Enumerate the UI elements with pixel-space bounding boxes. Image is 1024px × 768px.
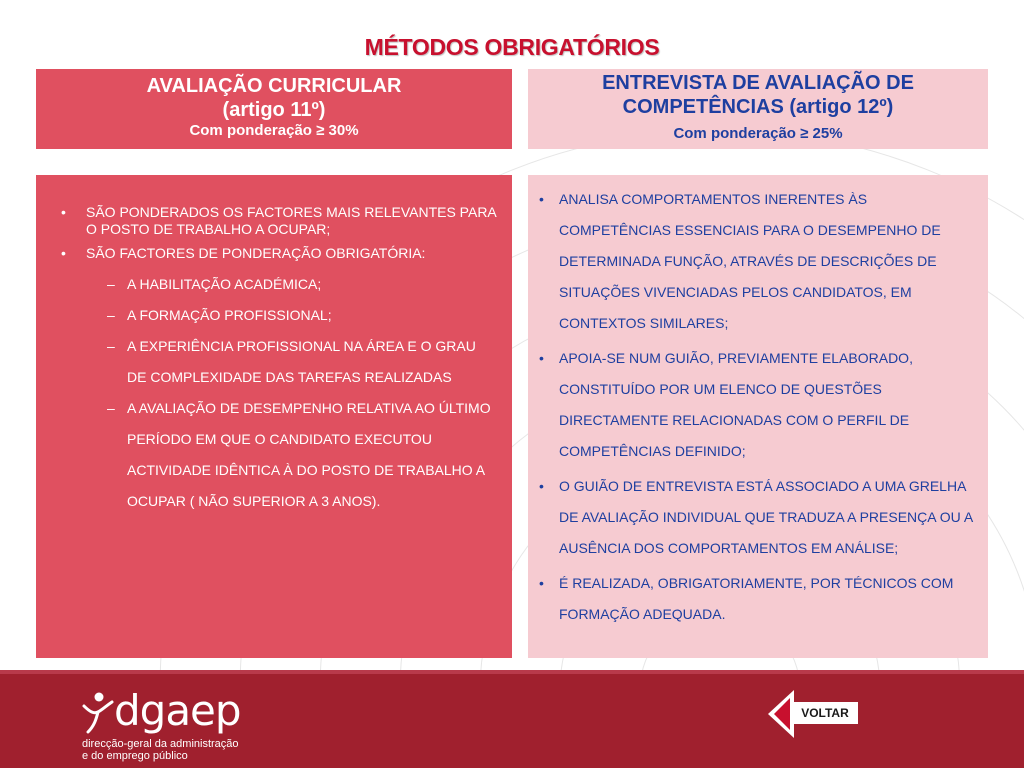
list-item: • SÃO FACTORES DE PONDERAÇÃO OBRIGATÓRIA: (58, 245, 498, 262)
logo-tagline-line2: e do emprego público (82, 750, 188, 762)
interview-weighting: Com ponderação ≥ 25% (673, 125, 843, 143)
interview-panel (528, 175, 988, 658)
interview-header-article: COMPETÊNCIAS (artigo 12º) (622, 95, 894, 118)
list-item: • SÃO PONDERADOS OS FACTORES MAIS RELEVANTES PARA O POSTO DE TRABALHO A OCUPAR; (58, 204, 498, 238)
list-item: • É REALIZADA, OBRIGATORIAMENTE, POR TÉCNICOS COM FORMAÇÃO ADEQUADA. (538, 568, 978, 630)
logo-tagline-line1: direcção-geral da administração (82, 738, 239, 750)
curricular-weighting: Com ponderação ≥ 30% (189, 122, 359, 140)
logo-wordmark: dgaep (114, 686, 241, 735)
page-title: MÉTODOS OBRIGATÓRIOS (364, 34, 660, 60)
back-button[interactable] (768, 690, 868, 738)
back-button-label: VOLTAR (792, 702, 858, 724)
list-item: • APOIA-SE NUM GUIÃO, PREVIAMENTE ELABORADO, CONSTITUÍDO POR UM ELENCO DE QUESTÕES DIRECTAMENTE RELACIONADAS COM O PERFIL DE COMPETÊNCIAS DEFINIDO; (538, 343, 978, 467)
list-item: • O GUIÃO DE ENTREVISTA ESTÁ ASSOCIADO A UMA GRELHA DE AVALIAÇÃO INDIVIDUAL QUE TRADUZA A PRESENÇA OU A AUSÊNCIA DOS COMPORTAMENTOS EM ANÁLISE; (538, 471, 978, 564)
person-figure-icon (80, 690, 116, 734)
interview-header-title: ENTREVISTA DE AVALIAÇÃO DE (602, 72, 914, 94)
curricular-header (36, 69, 512, 149)
curricular-list (58, 204, 498, 517)
interview-list (538, 184, 978, 630)
sub-list-item: – A EXPERIÊNCIA PROFISSIONAL NA ÁREA E O GRAU DE COMPLEXIDADE DAS TAREFAS REALIZADAS (58, 331, 498, 393)
sub-list-item: – A FORMAÇÃO PROFISSIONAL; (58, 300, 498, 331)
sub-list-item: – A HABILITAÇÃO ACADÉMICA; (58, 269, 498, 300)
dgaep-logo (80, 688, 260, 760)
logo-tagline (82, 738, 252, 762)
interview-header (528, 69, 988, 149)
curricular-panel (36, 175, 512, 658)
curricular-header-title: AVALIAÇÃO CURRICULAR (146, 75, 402, 97)
curricular-header-article: (artigo 11º) (222, 98, 326, 121)
list-item: • ANALISA COMPORTAMENTOS INERENTES ÀS COMPETÊNCIAS ESSENCIAIS PARA O DESEMPENHO DE DETERMINADA FUNÇÃO, ATRAVÉS DE DESCRIÇÕES DE SITUAÇÕES VIVENCIADAS PELOS CANDIDATOS, EM CONTEXTOS SIMILARES; (538, 184, 978, 339)
sub-list-item: – A AVALIAÇÃO DE DESEMPENHO RELATIVA AO ÚLTIMO PERÍODO EM QUE O CANDIDATO EXECUTOU ACTIVIDADE IDÊNTICA À DO POSTO DE TRABALHO A OCUPAR ( NÃO SUPERIOR A 3 ANOS). (58, 393, 498, 517)
